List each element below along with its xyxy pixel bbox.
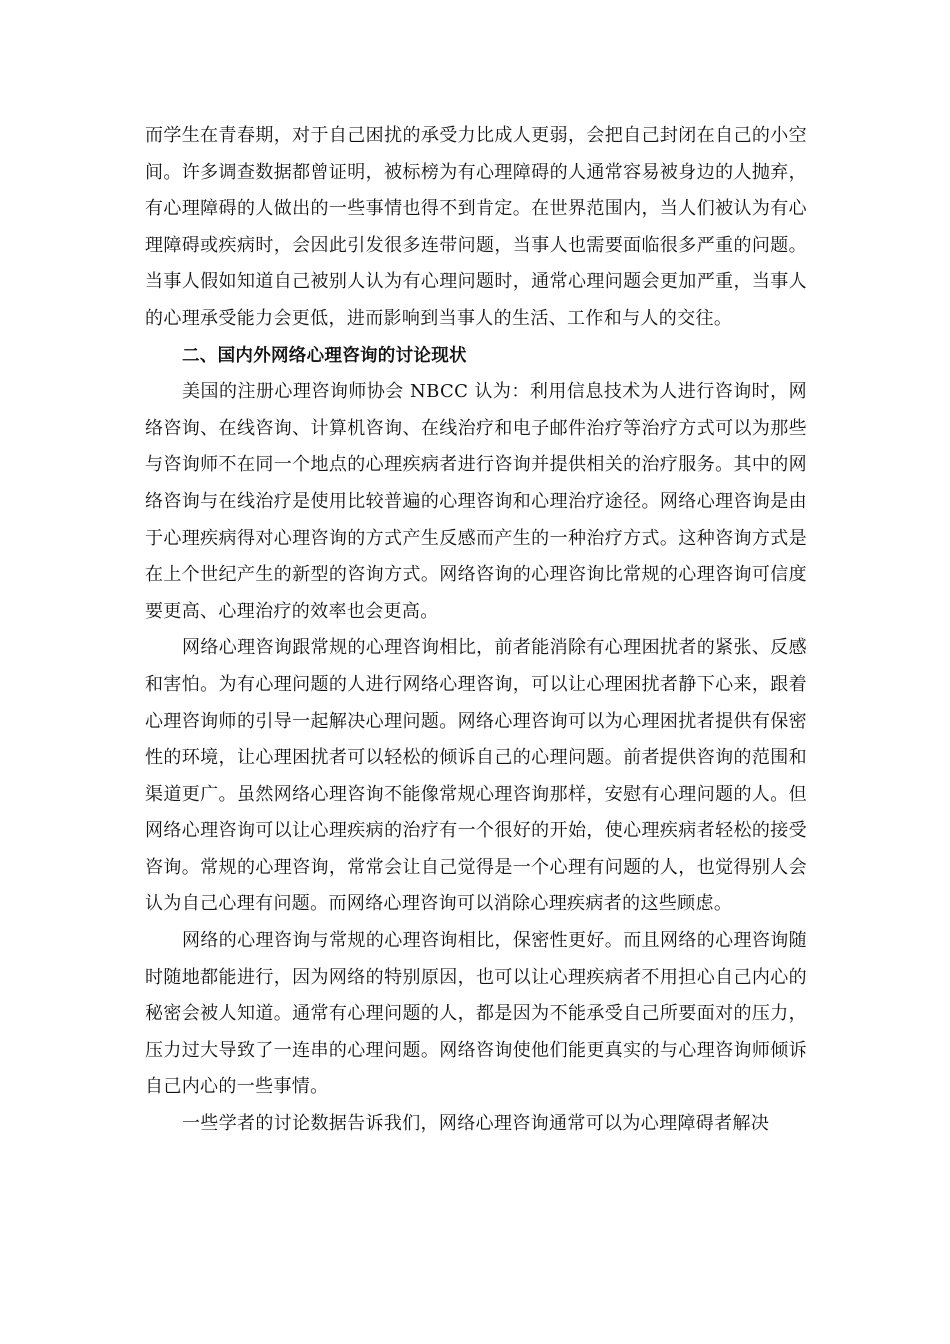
paragraph-4: 网络的心理咨询与常规的心理咨询相比，保密性更好。而且网络的心理咨询随时随地都能进行，因为网络的特别原因，也可以让心理疾病者不用担心自己内心的秘密会被人知道。通常有心理问题的人，都是因为不能承受自己所要面对的压力，压力过大导致了一连串的心理问题。网络咨询使他们能更真实的与心理咨询师倾诉自己内心的一些事情。 bbox=[145, 930, 807, 1098]
paragraph-3: 网络心理咨询跟常规的心理咨询相比，前者能消除有心理困扰者的紧张、反感和害怕。为有心理问题的人进行网络心理咨询，可以让心理困扰者静下心来，跟着心理咨询师的引导一起解决心理问题。网络心理咨询可以为心理困扰者提供有保密性的环境，让心理困扰者可以轻松的倾诉自己的心理问题。前者提供咨询的范围和渠道更广。虽然网络心理咨询不能像常规心理咨询那样，安慰有心理问题的人。但网络心理咨询可以让心理疾病的治疗有一个很好的开始，使心理疾病者轻松的接受咨询。常规的心理咨询，常常会让自己觉得是一个心理有问题的人，也觉得别人会认为自己心理有问题。而网络心理咨询可以消除心理疾病者的这些顾虑。 bbox=[145, 637, 807, 915]
section-heading: 二、国内外网络心理咨询的讨论现状 bbox=[182, 345, 467, 366]
document-body bbox=[145, 118, 807, 1143]
paragraph-5: 一些学者的讨论数据告诉我们，网络心理咨询通常可以为心理障碍者解决 bbox=[182, 1113, 770, 1135]
paragraph-1: 而学生在青春期，对于自己困扰的承受力比成人更弱，会把自己封闭在自己的小空间。许多调查数据都曾证明，被标榜为有心理障碍的人通常容易被身边的人抛弃，有心理障碍的人做出的一些事情也得不到肯定。在世界范围内，当人们被认为有心理障碍或疾病时，会因此引发很多连带问题，当事人也需要面临很多严重的问题。当事人假如知道自己被别人认为有心理问题时，通常心理问题会更加严重，当事人的心理承受能力会更低，进而影响到当事人的生活、工作和与人的交往。 bbox=[145, 125, 807, 329]
paragraph-2: 美国的注册心理咨询师协会 NBCC 认为：利用信息技术为人进行咨询时，网络咨询、在线咨询、计算机咨询、在线治疗和电子邮件治疗等治疗方式可以为那些与咨询师不在同一个地点的心理疾病者进行咨询并提供相关的治疗服务。其中的网络咨询与在线治疗是使用比较普遍的心理咨询和心理治疗途径。网络心理咨询是由于心理疾病得对心理咨询的方式产生反感而产生的一种治疗方式。这种咨询方式是在上个世纪产生的新型的咨询方式。网络咨询的心理咨询比常规的心理咨询可信度要更高、心理治疗的效率也会更高。 bbox=[145, 381, 807, 622]
